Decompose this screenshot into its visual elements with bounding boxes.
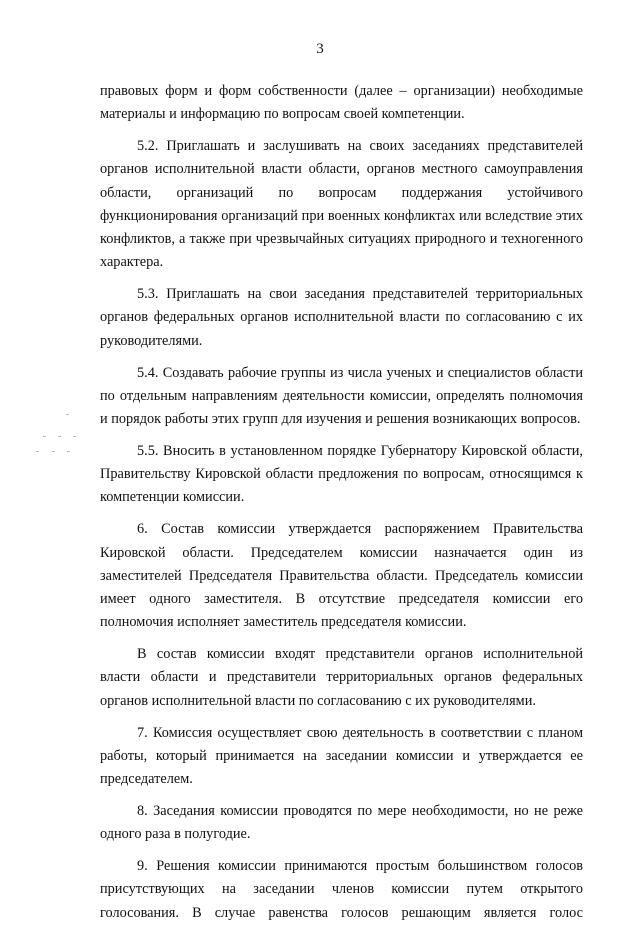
scan-speck xyxy=(43,436,46,437)
paragraph-continuation: правовых форм и форм собственности (далее – организации) необходимые материалы и информацию по вопросам своей компетенции. xyxy=(100,83,583,123)
paragraph-6: 6. Состав комиссии утверждается распоряжением Правительства Кировской области. Председателем комиссии назначается один из заместителей Председателя Правительства области. Председатель комиссии имеет одного заместителя. В отсутствие председателя комиссии его полномочия исполняет заместитель председателя комиссии. xyxy=(100,521,583,631)
scan-speck xyxy=(67,451,70,452)
paragraph-5-4: 5.4. Создавать рабочие группы из числа ученых и специалистов области по отдельным направлениям деятельности комиссии, определять полномочия и порядок работы этих групп для изучения и решения возникающих вопросов. xyxy=(100,364,583,428)
scan-speck xyxy=(36,451,39,452)
paragraph-5-5: 5.5. Вносить в установленном порядке Губернатору Кировской области, Правительству Кировской области предложения по вопросам, относящимся к компетенции комиссии. xyxy=(100,443,583,506)
document-body xyxy=(100,80,583,934)
scan-speck xyxy=(58,436,61,437)
paragraph-7: 7. Комиссия осуществляет свою деятельность в соответствии с планом работы, который принимается на заседании комиссии и утверждается ее председателем. xyxy=(100,724,583,788)
scan-speck xyxy=(73,436,76,437)
paragraph-6-composition: В состав комиссии входят представители органов исполнительной власти области и представители территориальных органов федеральных органов исполнительной власти по согласованию с их руководителями. xyxy=(100,646,583,709)
paragraph-5-2: 5.2. Приглашать и заслушивать на своих заседаниях представителей органов исполнительной власти области, органов местного самоуправления области, организаций по вопросам поддержания устойчивого функционирования организаций при военных конфликтах или вследствие этих конфликтов, а также при чрезвычайных ситуациях природного и техногенного характера. xyxy=(100,138,583,271)
paragraph-9: 9. Решения комиссии принимаются простым большинством голосов присутствующих на заседании членов комиссии путем открытого голосования. В случае равенства голосов решающим является голос xyxy=(100,858,583,921)
page-number: 3 xyxy=(316,41,324,57)
scan-speck xyxy=(66,414,69,415)
scan-speck xyxy=(52,451,55,452)
paragraph-8: 8. Заседания комиссии проводятся по мере необходимости, но не реже одного раза в полугодие. xyxy=(100,803,583,843)
paragraph-5-3: 5.3. Приглашать на свои заседания представителей территориальных органов федеральных органов исполнительной власти по согласованию с их руководителями. xyxy=(100,286,583,349)
